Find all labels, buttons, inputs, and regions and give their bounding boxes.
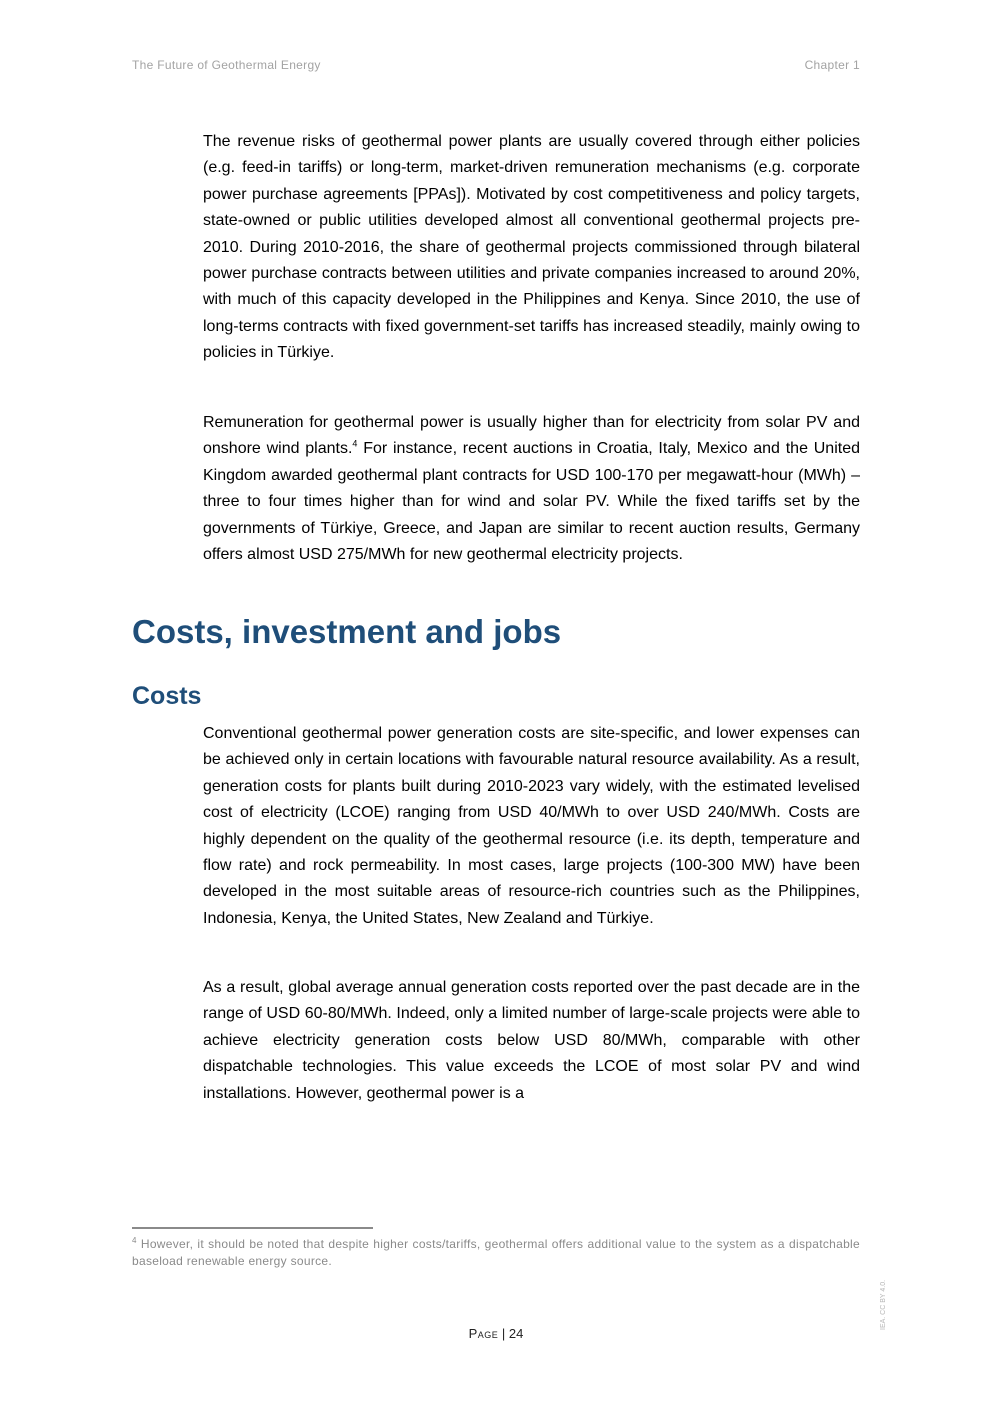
paragraph-text: Conventional geothermal power generation costs are site-specific, and lower expenses can be achieved only in certain locations with favourable natural resource availability. As a result, generation costs for plants built during 2010-2023 vary widely, with the estimated levelised cost of electricity (LCOE) ranging from USD 40/MWh to over USD 240/MWh. Costs are highly dependent on the quality of the geothermal resource (i.e. its depth, temperature and flow rate) and rock permeability. In most cases, large projects (100-300 MW) have been developed in the most suitable areas of resource-rich countries such as the Philippines, Indonesia, Kenya, the United States, New Zealand and Türkiye. [203, 725, 860, 927]
paragraph-text [203, 410, 860, 568]
subsection-heading: Costs [132, 682, 202, 710]
footnote-reference[interactable]: 4 [352, 439, 358, 450]
footnote-text: However, it should be noted that despite higher costs/tariffs, geothermal offers additional value to the system as a dispatchable baseload renewable energy source. [132, 1237, 860, 1268]
license-notice: IEA. CC BY 4.0. [880, 1279, 887, 1330]
document-title: The Future of Geothermal Energy [132, 58, 321, 72]
intro-paragraph-1 [203, 129, 860, 367]
running-header [132, 58, 860, 72]
page-number-value: 24 [508, 1326, 524, 1341]
paragraph-text: The revenue risks of geothermal power plants are usually covered through either policies (e.g. feed-in tariffs) or long-term, market-driven remuneration mechanisms (e.g. corporate power purchase agreements [PPAs]). Motivated by cost competitiveness and policy targets, state-owned or public utilities developed almost all conventional geothermal projects pre-2010. During 2010-2016, the share of geothermal projects commissioned through bilateral power purchase contracts between utilities and private companies increased to around 20%, with much of this capacity developed in the Philippines and Kenya. Since 2010, the use of long-terms contracts with fixed government-set tariffs has increased steadily, mainly owing to policies in Türkiye. [203, 133, 860, 362]
paragraph-text-start: Remuneration for geothermal power is usually higher than for electricity from solar PV and onshore wind plants. [203, 414, 860, 458]
costs-paragraph-1 [203, 721, 860, 932]
paragraph-text-end: For instance, recent auctions in Croatia, Italy, Mexico and the United Kingdom awarded geothermal plant contracts for USD 100-170 per megawatt-hour (MWh) – three to four times higher than for wind and solar PV. While the fixed tariffs set by the governments of Türkiye, Greece, and Japan are similar to recent auction results, Germany offers almost USD 275/MWh for new geothermal electricity projects. [203, 440, 860, 564]
page-separator: | [498, 1326, 509, 1341]
paragraph-text: As a result, global average annual generation costs reported over the past decade are in the range of USD 60-80/MWh. Indeed, only a limited number of large-scale projects were able to achieve electricity generation costs below USD 80/MWh, comparable with other dispatchable technologies. This value exceeds the LCOE of most solar PV and wind installations. However, geothermal power is a [203, 979, 860, 1102]
page-number [0, 1326, 992, 1341]
footnote [132, 1236, 860, 1270]
intro-paragraph-2 [203, 410, 860, 568]
footnote-divider [132, 1227, 373, 1229]
costs-paragraph-2 [203, 975, 860, 1107]
chapter-label: Chapter 1 [804, 58, 860, 72]
section-heading: Costs, investment and jobs [132, 613, 562, 650]
footnote-marker: 4 [132, 1236, 137, 1245]
page-label: Page [468, 1326, 499, 1341]
